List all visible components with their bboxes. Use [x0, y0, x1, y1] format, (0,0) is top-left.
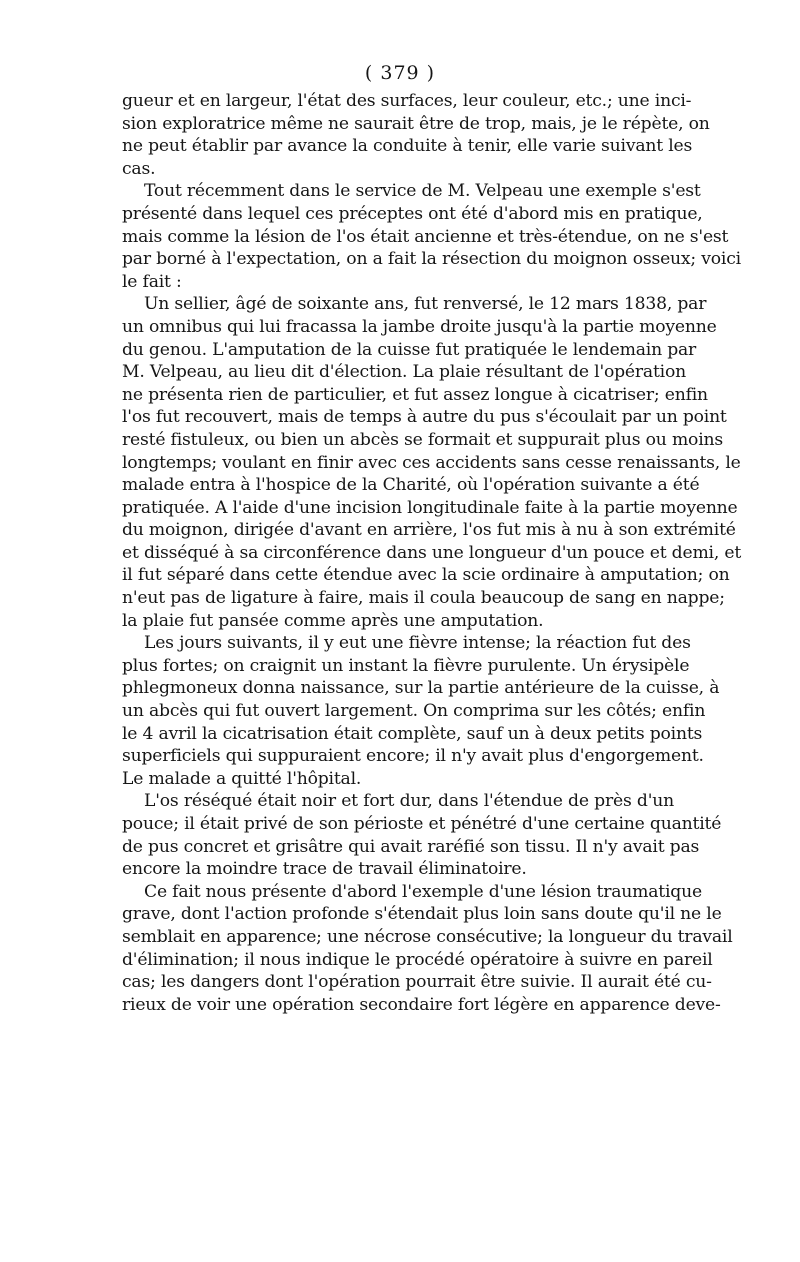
text-line: encore la moindre trace de travail éliminatoire.: [122, 859, 527, 880]
text-line: mais comme la lésion de l'os était ancienne et très-étendue, on ne s'est: [122, 226, 729, 247]
text-line: longtemps; voulant en finir avec ces accidents sans cesse renaissants, le: [122, 452, 741, 473]
text-line: ne peut établir par avance la conduite à tenir, elle varie suivant les: [122, 136, 693, 157]
page-number: ( 379 ): [364, 62, 436, 84]
text-line: cas.: [122, 158, 156, 179]
text-line: rieux de voir une opération secondaire fort légère en apparence deve-: [122, 994, 721, 1015]
text-line: Les jours suivants, il y eut une fièvre intense; la réaction fut des: [144, 633, 691, 654]
text-line: un abcès qui fut ouvert largement. On comprima sur les côtés; enfin: [122, 701, 706, 722]
text-line: resté fistuleux, ou bien un abcès se formait et suppurait plus ou moins: [122, 429, 723, 450]
text-line: sion exploratrice même ne saurait être de trop, mais, je le répète, on: [122, 113, 710, 134]
text-line: présenté dans lequel ces préceptes ont été d'abord mis en pratique,: [122, 203, 703, 224]
text-line: cas; les dangers dont l'opération pourrait être suivie. Il aurait été cu-: [122, 972, 712, 993]
text-line: pouce; il était privé de son périoste et pénétré d'une certaine quantité: [122, 814, 722, 834]
text-line: du genou. L'amputation de la cuisse fut pratiquée le lendemain par: [122, 339, 697, 360]
text-line: Ce fait nous présente d'abord l'exemple d'une lésion traumatique: [144, 881, 702, 902]
text-line: l'os fut recouvert, mais de temps à autre du pus s'écoulait par un point: [122, 407, 727, 428]
text-line: un omnibus qui lui fracassa la jambe droite jusqu'à la partie moyenne: [122, 316, 717, 337]
text-line: par borné à l'expectation, on a fait la résection du moignon osseux; voici: [122, 249, 741, 270]
text-line: d'élimination; il nous indique le procédé opératoire à suivre en pareil: [122, 949, 713, 970]
text-line: Un sellier, âgé de soixante ans, fut renversé, le 12 mars 1838, par: [144, 294, 707, 315]
text-line: le fait :: [122, 271, 182, 292]
body-text: [122, 90, 742, 1016]
text-line: le 4 avril la cicatrisation était complète, sauf un à deux petits points: [122, 723, 703, 744]
text-line: plus fortes; on craignit un instant la fièvre purulente. Un érysipèle: [122, 655, 690, 676]
text-line: ne présenta rien de particulier, et fut assez longue à cicatriser; enfin: [122, 384, 708, 405]
text-line: M. Velpeau, au lieu dit d'élection. La plaie résultant de l'opération: [122, 362, 686, 383]
text-line: pratiquée. A l'aide d'une incision longitudinale faite à la partie moyenne: [122, 497, 738, 518]
text-line: grave, dont l'action profonde s'étendait plus loin sans doute qu'il ne le: [122, 904, 722, 925]
text-line: la plaie fut pansée comme après une amputation.: [122, 610, 544, 631]
text-line: L'os réséqué était noir et fort dur, dans l'étendue de près d'un: [144, 791, 674, 812]
text-line: semblait en apparence; une nécrose consécutive; la longueur du travail: [122, 926, 733, 947]
text-line: de pus concret et grisâtre qui avait raréfié son tissu. Il n'y avait pas: [122, 836, 700, 857]
text-line: il fut séparé dans cette étendue avec la scie ordinaire à amputation; on: [122, 565, 730, 586]
text-line: n'eut pas de ligature à faire, mais il coula beaucoup de sang en nappe;: [122, 588, 725, 609]
text-line: superficiels qui suppuraient encore; il n'y avait plus d'engorgement.: [122, 746, 704, 767]
text-line: phlegmoneux donna naissance, sur la partie antérieure de la cuisse, à: [122, 678, 720, 699]
text-line: Tout récemment dans le service de M. Velpeau une exemple s'est: [144, 181, 701, 202]
text-line: Le malade a quitté l'hôpital.: [122, 768, 362, 789]
text-line: et disséqué à sa circonférence dans une longueur d'un pouce et demi, et: [122, 542, 742, 563]
text-line: du moignon, dirigée d'avant en arrière, l'os fut mis à nu à son extrémité: [122, 520, 736, 541]
text-line: gueur et en largeur, l'état des surfaces, leur couleur, etc.; une inci-: [122, 91, 692, 111]
text-line: malade entra à l'hospice de la Charité, où l'opération suivante a été: [122, 475, 700, 496]
